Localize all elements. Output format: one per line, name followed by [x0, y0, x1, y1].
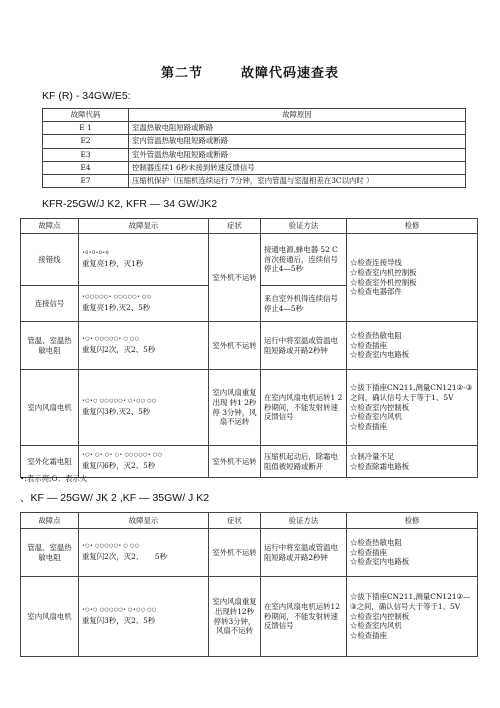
table-row	[21, 370, 478, 446]
fault-point-cell: 室内风扇电机	[21, 577, 79, 657]
repair-item: ☆检查插座	[350, 340, 387, 350]
repair-item: ☆拔下插座CN211,测量CN121②—③之间，确认信号大于等于1、5V	[350, 591, 471, 611]
table-row	[21, 446, 478, 478]
table-header-row	[21, 219, 478, 234]
repair-item: ☆制冷量不足	[350, 451, 395, 461]
header-cell: 故障显示	[79, 219, 209, 234]
indicator-lights: •0•0•0•0	[82, 250, 109, 257]
cause-cell: 室温热敏电阻短路或断路	[129, 122, 466, 135]
indicator-lights: •○• ○○○○○• ○ ○○	[82, 336, 140, 343]
fault-point-cell: 室外化霜电阻	[21, 446, 79, 478]
repair-item: ☆检查室内风机	[350, 412, 402, 422]
repair-item: ☆检查室外机控制板	[350, 277, 417, 287]
method-cell: 在室内风扇电机运转1 2秒期间，不能发射转速反馈信号	[261, 370, 347, 446]
repair-cell	[347, 577, 478, 657]
fault-display-cell	[79, 446, 209, 478]
method-cell: 来自室外机得连续信号停止4—5秒	[261, 286, 347, 322]
model-heading-2: KFR-25GW/J K2, KFR — 34 GW/JK2	[42, 198, 218, 210]
header-cell: 验证方法	[261, 513, 347, 529]
header-cell: 检修	[347, 219, 478, 234]
repair-cell	[347, 446, 478, 478]
method-cell: 压缩机起动后，除霜电阻值被短路或断开	[261, 446, 347, 478]
repair-cell	[347, 234, 478, 322]
symptom-cell: 室内风扇重复出现转12秒停转3分钟，风扇不运转	[209, 577, 261, 657]
repair-item: ☆检查室内风机	[350, 621, 402, 631]
fault-point-cell: 连接信号	[21, 286, 79, 322]
fault-point-cell: 管温、室温热敏电阻	[21, 529, 79, 577]
fault-display-table-1	[20, 218, 478, 478]
table-row	[43, 174, 466, 187]
fault-display-cell	[79, 234, 209, 286]
table-row	[43, 148, 466, 161]
repair-item: ☆检查室内控制板	[350, 402, 410, 412]
header-cell: 检修	[347, 513, 478, 529]
code-cell: E 1	[43, 122, 129, 135]
table-row	[43, 161, 466, 174]
symptom-cell: 室外机不运转	[209, 529, 261, 577]
fault-point-cell: 室内风扇电机	[21, 370, 79, 446]
title-text: 故障代码速查表	[241, 66, 340, 81]
repair-cell	[347, 370, 478, 446]
repair-cell	[347, 322, 478, 370]
repair-item: ☆检查室内机控制板	[350, 267, 417, 277]
header-cell: 故障显示	[79, 513, 209, 529]
repair-cell	[347, 529, 478, 577]
table-header-row	[43, 109, 466, 122]
code-cell: E4	[43, 161, 129, 174]
indicator-lights: •○• ○○○○○• ○ ○○	[82, 543, 140, 550]
display-text: 重复闪3秒,灭2、5秒	[82, 406, 151, 416]
model-heading-1: KF (R) - 34GW/E5:	[42, 90, 131, 102]
section-label: 第二节	[160, 66, 203, 81]
display-text: 重复闪2次，灭2、 5秒	[82, 551, 167, 561]
repair-item: ☆检查插座	[350, 547, 387, 557]
table-row	[43, 135, 466, 148]
cause-cell: 压缩机保护（压缩机连续运行 7分钟，室内管温与室温相差在3C以内时 ）	[129, 174, 466, 187]
table-row	[43, 122, 466, 135]
method-cell: 在室内风扇电机运转12秒期间，不能发射转速反馈信号	[261, 577, 347, 657]
header-cell: 故障点	[21, 513, 79, 529]
display-text: 重复亮1秒,灭2、5秒	[82, 302, 151, 312]
indicator-lights: •○•○ ○○○○○• ○•○○ ○○	[82, 398, 157, 405]
code-cell: E3	[43, 148, 129, 161]
symptom-cell: 室外机不运转	[209, 234, 261, 322]
code-cell: E7	[43, 174, 129, 187]
symptom-cell: 室内风扇重复出现 转1 2秒停 3分钟，风扇不运转	[209, 370, 261, 446]
header-cell: 故障代码	[43, 109, 129, 122]
repair-item: ☆检查插座	[350, 422, 387, 432]
table-row	[21, 529, 478, 577]
header-cell: 症状	[209, 513, 261, 529]
repair-item: ☆检查热敏电阻	[350, 537, 402, 547]
fault-point-cell: 管温、室温热敏电阻	[21, 322, 79, 370]
model-heading-3: 、KF — 25GW/ JK 2 ,KF — 35GW/ J K2	[20, 492, 210, 504]
table-header-row	[21, 513, 478, 529]
display-text: 重复闪6秒，灭2、5秒	[82, 460, 156, 470]
indicator-lights: •○•○ ○○○○○• ○•○○ ○○	[82, 607, 157, 614]
fault-display-table-2	[20, 512, 478, 657]
fault-point-cell: 接错线	[21, 234, 79, 286]
header-cell: 验证方法	[261, 219, 347, 234]
repair-item: ☆检查连接导线	[350, 257, 402, 267]
code-cell: E2	[43, 135, 129, 148]
repair-item: ☆检查室内控制板	[350, 611, 410, 621]
legend-note: •:表示亮;O：表示火	[20, 474, 88, 483]
display-text: 重复闪2次，灭2、5秒	[82, 344, 156, 354]
fault-display-cell	[79, 322, 209, 370]
header-cell: 故障点	[21, 219, 79, 234]
cause-cell: 室外管温热敏电阻短路或断路	[129, 148, 466, 161]
method-cell: 运行中将室温或管温电阻短路或开路2秒钟	[261, 529, 347, 577]
cause-cell: 室内管温热敏电阻短路或断路	[129, 135, 466, 148]
header-cell: 症状	[209, 219, 261, 234]
symptom-cell: 室外机不运转	[209, 322, 261, 370]
fault-code-table	[42, 108, 466, 188]
table-row	[21, 234, 478, 286]
header-cell: 故障原因	[129, 109, 466, 122]
table-row	[21, 322, 478, 370]
symptom-cell: 室外机不运转	[209, 446, 261, 478]
fault-display-cell	[79, 577, 209, 657]
page-title	[0, 62, 500, 81]
method-cell: 接通电源,蜂电器 52 C首次接通后，连续信号停止4—5秒	[261, 234, 347, 286]
repair-item: ☆检查室内电路板	[350, 557, 410, 567]
cause-cell: 控制器连续1 6秒未接到转速反馈信号	[129, 161, 466, 174]
fault-display-cell	[79, 370, 209, 446]
display-text: 重复亮1秒，灭1秒	[82, 258, 144, 268]
fault-display-cell	[79, 529, 209, 577]
repair-item: ☆拔下插座CN211,测量CN121②-③之间，确认信号大于等于1、5V	[350, 382, 473, 402]
repair-item: ☆检查除霜电路板	[350, 461, 410, 471]
repair-item: ☆检查室内电路板	[350, 350, 410, 360]
indicator-lights: •○• ○• ○• ○• ○○○○○• ○○	[82, 452, 163, 459]
repair-item: ☆检查插座	[350, 631, 387, 641]
display-text: 重复闪3秒，灭2、5秒	[82, 615, 156, 625]
fault-display-cell	[79, 286, 209, 322]
indicator-lights: •○○○○○• ○○○○○• ○○	[82, 294, 152, 301]
method-cell: 运行中将室温或管温电阻短路或开路2秒钟	[261, 322, 347, 370]
repair-item: ☆检查热敏电阻	[350, 330, 402, 340]
table-row	[21, 577, 478, 657]
repair-item: ☆检查电器部件	[350, 287, 402, 297]
